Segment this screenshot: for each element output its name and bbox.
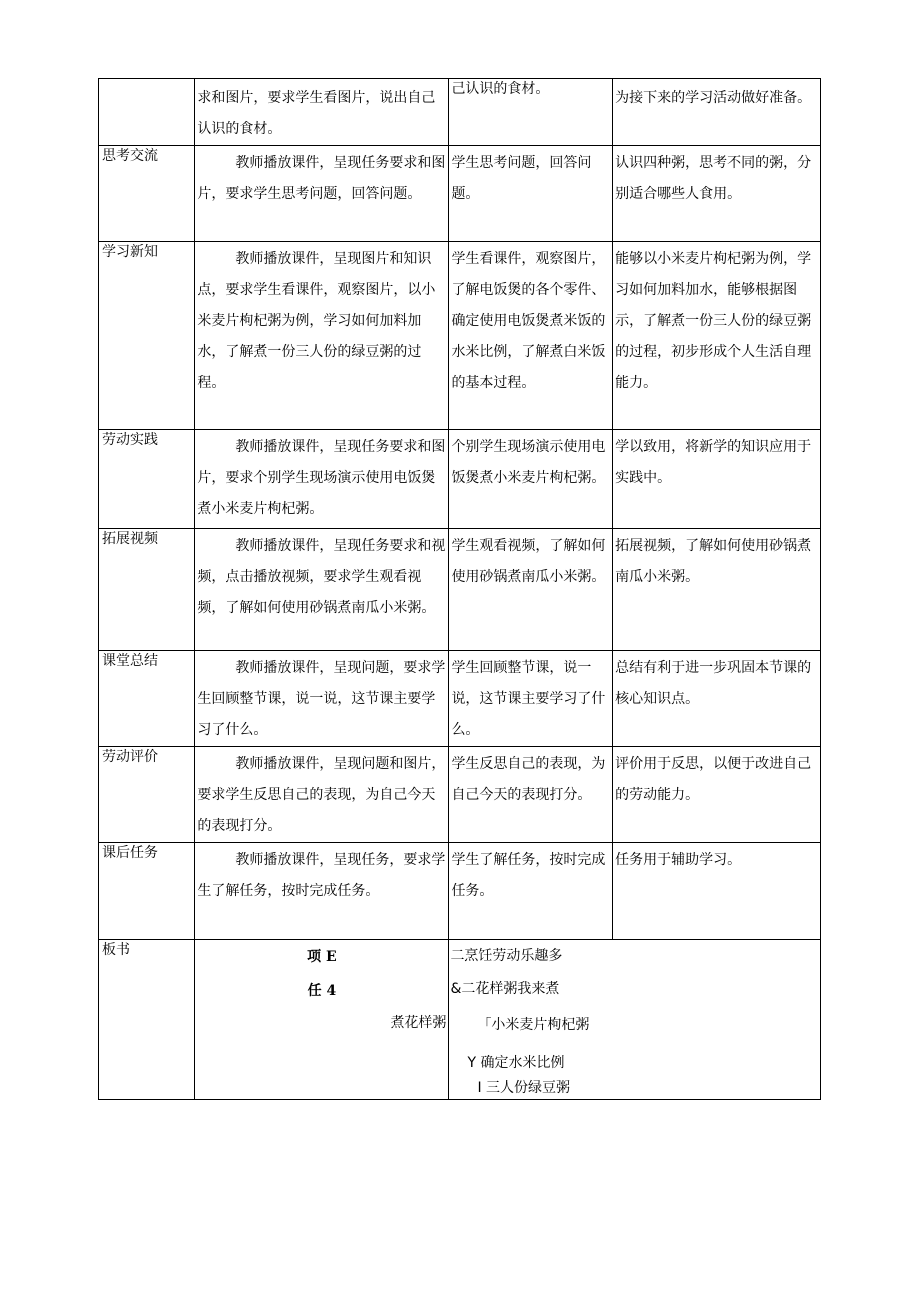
student-activity-text: 学生回顾整节课，说一说，这节课主要学习了什么。 xyxy=(451,660,606,738)
stage-cell: 课后任务 xyxy=(99,843,195,940)
board-right-line: Y 确定水米比例 xyxy=(467,1055,565,1071)
teacher-activity-text: 教师播放课件，呈现任务要求和图片，要求个别学生现场演示使用电饭煲煮小米麦片枸杞粥。 xyxy=(197,439,446,517)
student-activity-text: 学生了解任务，按时完成任务。 xyxy=(451,852,606,899)
student-activity-cell xyxy=(449,529,613,651)
design-intent-text: 能够以小米麦片枸杞粥为例，学习如何加料加水，能够根据图示，了解煮一份三人份的绿豆粥的过程，初步形成个人生活自理能力。 xyxy=(615,251,812,391)
board-label: 板书 xyxy=(99,940,195,1100)
table-row xyxy=(99,843,821,940)
board-left-line: 项 E xyxy=(307,949,337,965)
teacher-activity-text: 求和图片，要求学生看图片，说出自己认识的食材。 xyxy=(197,90,436,137)
stage-cell: 拓展视频 xyxy=(99,529,195,651)
table-row xyxy=(99,146,821,242)
design-intent-cell xyxy=(613,430,821,529)
teacher-activity-text: 教师播放课件，呈现任务，要求学生了解任务，按时完成任务。 xyxy=(197,852,446,899)
board-left-cell xyxy=(195,940,449,1100)
student-activity-text: 学生反思自己的表现，为自己今天的表现打分。 xyxy=(451,756,606,803)
design-intent-cell xyxy=(613,747,821,843)
teacher-activity-text: 教师播放课件，呈现任务要求和视频，点击播放视频，要求学生观看视频，了解如何使用砂锅煮南瓜小米粥。 xyxy=(197,538,446,616)
teacher-activity-cell xyxy=(195,146,449,242)
stage-cell: 思考交流 xyxy=(99,146,195,242)
student-activity-text: 学生看课件，观察图片，了解电饭煲的各个零件、确定使用电饭煲煮米饭的水米比例，了解煮白米饭的基本过程。 xyxy=(451,251,606,391)
teacher-activity-text: 教师播放课件，呈现任务要求和图片，要求学生思考问题，回答问题。 xyxy=(197,155,446,202)
student-activity-cell xyxy=(449,843,613,940)
student-activity-text: 个别学生现场演示使用电饭煲煮小米麦片枸杞粥。 xyxy=(451,439,606,486)
design-intent-cell xyxy=(613,79,821,146)
stage-cell: 劳动评价 xyxy=(99,747,195,843)
board-right-line: 「小米麦片枸杞粥 xyxy=(477,1017,590,1033)
table-row xyxy=(99,242,821,430)
board-right-line: I 三人份绿豆粥 xyxy=(477,1080,571,1096)
table-row xyxy=(99,651,821,747)
teacher-activity-cell xyxy=(195,430,449,529)
student-activity-text: 己认识的食材。 xyxy=(451,81,550,97)
design-intent-text: 评价用于反思，以便于改进自己的劳动能力。 xyxy=(615,756,812,803)
lesson-plan-table xyxy=(98,78,821,1100)
design-intent-cell xyxy=(613,651,821,747)
teacher-activity-cell xyxy=(195,79,449,146)
teacher-activity-cell xyxy=(195,529,449,651)
design-intent-text: 拓展视频，了解如何使用砂锅煮南瓜小米粥。 xyxy=(615,538,812,585)
stage-cell: 劳动实践 xyxy=(99,430,195,529)
student-activity-cell xyxy=(449,242,613,430)
design-intent-text: 认识四种粥，思考不同的粥，分别适合哪些人食用。 xyxy=(615,155,812,202)
teacher-activity-text: 教师播放课件，呈现图片和知识点，要求学生看课件，观察图片，以小米麦片枸杞粥为例，学习如何加料加水，了解煮一份三人份的绿豆粥的过程。 xyxy=(197,251,436,391)
teacher-activity-cell xyxy=(195,747,449,843)
design-intent-cell xyxy=(613,242,821,430)
teacher-activity-cell xyxy=(195,242,449,430)
table-row xyxy=(99,79,821,146)
board-left-line: 煮花样粥 xyxy=(390,1015,447,1031)
design-intent-cell xyxy=(613,843,821,940)
design-intent-text: 总结有利于进一步巩固本节课的核心知识点。 xyxy=(615,660,812,707)
board-right-cell xyxy=(449,940,821,1100)
board-right-line: 二烹饪劳动乐趣多 xyxy=(450,948,563,964)
teacher-activity-text: 教师播放课件，呈现问题和图片，要求学生反思自己的表现，为自己今天的表现打分。 xyxy=(197,756,446,834)
teacher-activity-cell xyxy=(195,651,449,747)
teacher-activity-text: 教师播放课件，呈现问题，要求学生回顾整节课，说一说，这节课主要学习了什么。 xyxy=(197,660,446,738)
board-right-line: &二花样粥我来煮 xyxy=(450,981,560,997)
stage-cell xyxy=(99,79,195,146)
stage-cell: 学习新知 xyxy=(99,242,195,430)
student-activity-cell xyxy=(449,79,613,146)
table-row xyxy=(99,747,821,843)
design-intent-cell xyxy=(613,146,821,242)
teacher-activity-cell xyxy=(195,843,449,940)
student-activity-text: 学生观看视频，了解如何使用砂锅煮南瓜小米粥。 xyxy=(451,538,606,585)
design-intent-text: 任务用于辅助学习。 xyxy=(615,852,742,868)
student-activity-cell xyxy=(449,747,613,843)
design-intent-text: 为接下来的学习活动做好准备。 xyxy=(615,90,812,106)
table-row xyxy=(99,529,821,651)
design-intent-text: 学以致用，将新学的知识应用于实践中。 xyxy=(615,439,812,486)
student-activity-cell xyxy=(449,651,613,747)
student-activity-text: 学生思考问题，回答问题。 xyxy=(451,155,592,202)
table-row xyxy=(99,430,821,529)
design-intent-cell xyxy=(613,529,821,651)
student-activity-cell xyxy=(449,146,613,242)
student-activity-cell xyxy=(449,430,613,529)
stage-cell: 课堂总结 xyxy=(99,651,195,747)
board-row xyxy=(99,940,821,1100)
board-left-line: 任 4 xyxy=(307,983,337,999)
